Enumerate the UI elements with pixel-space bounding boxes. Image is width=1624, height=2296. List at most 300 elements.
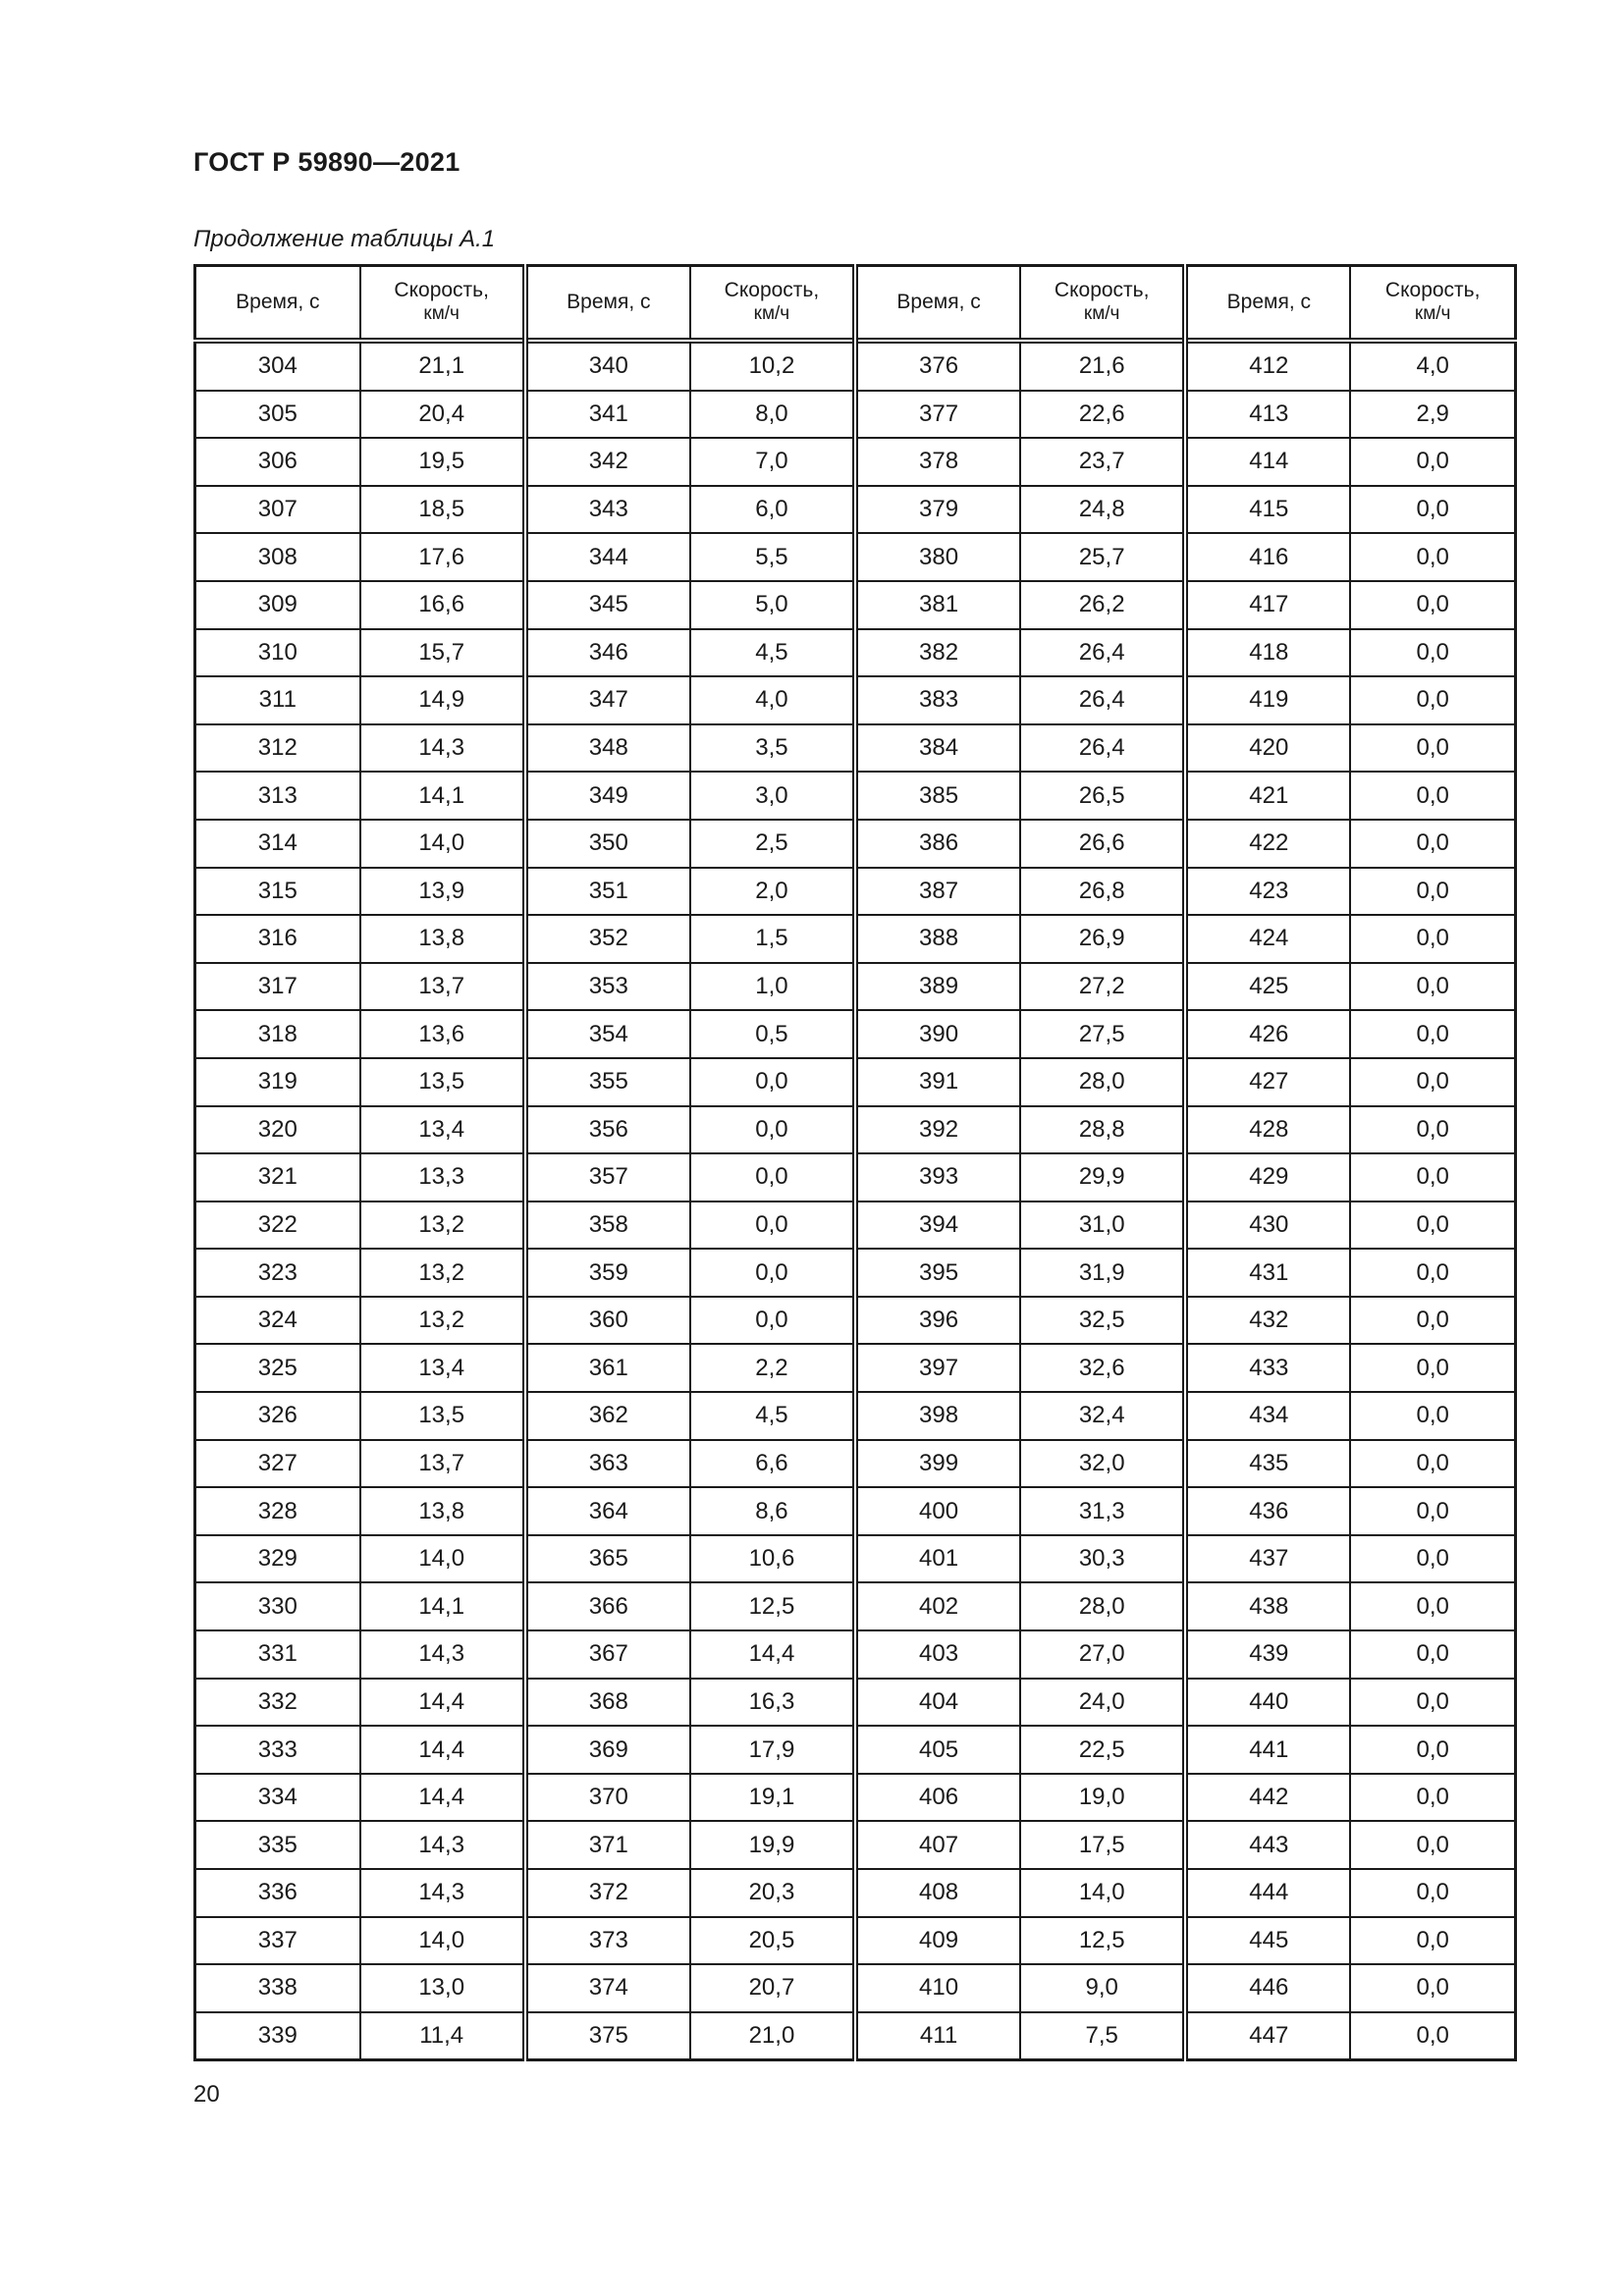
- speed-cell: 17,6: [360, 533, 525, 581]
- time-cell: 377: [855, 391, 1020, 439]
- time-cell: 330: [195, 1582, 360, 1630]
- time-cell: 371: [525, 1821, 690, 1869]
- time-cell: 363: [525, 1440, 690, 1488]
- time-cell: 394: [855, 1201, 1020, 1250]
- speed-cell: 13,8: [360, 1487, 525, 1535]
- speed-cell: 5,0: [690, 581, 855, 629]
- time-cell: 430: [1185, 1201, 1350, 1250]
- table-row: [195, 1201, 1516, 1250]
- time-cell: 392: [855, 1106, 1020, 1154]
- speed-cell: 0,0: [1350, 533, 1515, 581]
- time-cell: 326: [195, 1392, 360, 1440]
- table-row: [195, 1869, 1516, 1917]
- table-row: [195, 1535, 1516, 1583]
- speed-cell: 10,6: [690, 1535, 855, 1583]
- time-cell: 304: [195, 341, 360, 391]
- speed-cell: 4,0: [1350, 341, 1515, 391]
- time-cell: 370: [525, 1774, 690, 1822]
- time-cell: 343: [525, 486, 690, 534]
- speed-cell: 14,1: [360, 1582, 525, 1630]
- time-cell: 358: [525, 1201, 690, 1250]
- time-cell: 372: [525, 1869, 690, 1917]
- speed-cell: 8,6: [690, 1487, 855, 1535]
- time-cell: 325: [195, 1344, 360, 1392]
- time-cell: 361: [525, 1344, 690, 1392]
- speed-cell: 17,9: [690, 1726, 855, 1774]
- speed-cell: 0,0: [1350, 1058, 1515, 1106]
- speed-cell: 0,0: [1350, 1297, 1515, 1345]
- speed-cell: 28,0: [1020, 1582, 1185, 1630]
- speed-cell: 26,8: [1020, 868, 1185, 916]
- time-cell: 445: [1185, 1917, 1350, 1965]
- speed-cell: 14,3: [360, 1630, 525, 1679]
- table-row: [195, 1344, 1516, 1392]
- table-row: [195, 1726, 1516, 1774]
- time-cell: 386: [855, 820, 1020, 868]
- time-cell: 365: [525, 1535, 690, 1583]
- time-cell: 412: [1185, 341, 1350, 391]
- table-row: [195, 1010, 1516, 1058]
- speed-cell: 0,0: [1350, 915, 1515, 963]
- header-speed: [690, 266, 855, 342]
- time-cell: 422: [1185, 820, 1350, 868]
- speed-cell: 32,5: [1020, 1297, 1185, 1345]
- time-cell: 324: [195, 1297, 360, 1345]
- speed-cell: 12,5: [1020, 1917, 1185, 1965]
- time-cell: 312: [195, 724, 360, 773]
- speed-cell: 21,6: [1020, 341, 1185, 391]
- speed-cell: 11,4: [360, 2012, 525, 2060]
- speed-cell: 7,0: [690, 438, 855, 486]
- time-cell: 401: [855, 1535, 1020, 1583]
- speed-cell: 0,0: [1350, 1392, 1515, 1440]
- time-cell: 306: [195, 438, 360, 486]
- time-cell: 320: [195, 1106, 360, 1154]
- speed-cell: 14,1: [360, 772, 525, 820]
- speed-cell: 0,0: [1350, 1344, 1515, 1392]
- time-cell: 410: [855, 1964, 1020, 2012]
- time-cell: 408: [855, 1869, 1020, 1917]
- time-cell: 338: [195, 1964, 360, 2012]
- time-cell: 342: [525, 438, 690, 486]
- time-cell: 337: [195, 1917, 360, 1965]
- time-cell: 328: [195, 1487, 360, 1535]
- speed-cell: 27,5: [1020, 1010, 1185, 1058]
- time-cell: 388: [855, 915, 1020, 963]
- time-cell: 316: [195, 915, 360, 963]
- speed-cell: 13,6: [360, 1010, 525, 1058]
- time-cell: 307: [195, 486, 360, 534]
- time-cell: 393: [855, 1153, 1020, 1201]
- time-cell: 446: [1185, 1964, 1350, 2012]
- time-cell: 315: [195, 868, 360, 916]
- time-cell: 359: [525, 1249, 690, 1297]
- speed-cell: 0,0: [1350, 772, 1515, 820]
- time-cell: 413: [1185, 391, 1350, 439]
- page-number: 20: [193, 2081, 220, 2108]
- table-body: [195, 341, 1516, 2060]
- time-cell: 368: [525, 1679, 690, 1727]
- time-cell: 366: [525, 1582, 690, 1630]
- time-cell: 436: [1185, 1487, 1350, 1535]
- time-cell: 442: [1185, 1774, 1350, 1822]
- header-speed-unit: км/ч: [753, 303, 790, 324]
- speed-cell: 0,0: [1350, 676, 1515, 724]
- speed-cell: 24,0: [1020, 1679, 1185, 1727]
- speed-cell: 0,0: [1350, 1917, 1515, 1965]
- time-cell: 348: [525, 724, 690, 773]
- header-time: Время, с: [855, 266, 1020, 342]
- speed-cell: 0,0: [1350, 581, 1515, 629]
- time-cell: 317: [195, 963, 360, 1011]
- speed-cell: 0,0: [1350, 1774, 1515, 1822]
- speed-cell: 25,7: [1020, 533, 1185, 581]
- speed-cell: 13,3: [360, 1153, 525, 1201]
- header-speed-label: Скорость,: [1054, 279, 1150, 301]
- header-time: Время, с: [525, 266, 690, 342]
- speed-cell: 2,9: [1350, 391, 1515, 439]
- time-cell: 309: [195, 581, 360, 629]
- time-cell: 391: [855, 1058, 1020, 1106]
- time-cell: 379: [855, 486, 1020, 534]
- speed-cell: 3,0: [690, 772, 855, 820]
- time-cell: 426: [1185, 1010, 1350, 1058]
- speed-cell: 0,0: [1350, 1106, 1515, 1154]
- speed-cell: 0,0: [690, 1058, 855, 1106]
- time-cell: 406: [855, 1774, 1020, 1822]
- speed-cell: 6,6: [690, 1440, 855, 1488]
- time-cell: 397: [855, 1344, 1020, 1392]
- speed-cell: 0,0: [1350, 1153, 1515, 1201]
- time-cell: 351: [525, 868, 690, 916]
- time-cell: 340: [525, 341, 690, 391]
- speed-cell: 26,2: [1020, 581, 1185, 629]
- speed-cell: 10,2: [690, 341, 855, 391]
- table-row: [195, 1630, 1516, 1679]
- speed-cell: 4,5: [690, 629, 855, 677]
- speed-cell: 1,5: [690, 915, 855, 963]
- table-row: [195, 1964, 1516, 2012]
- speed-cell: 14,0: [1020, 1869, 1185, 1917]
- time-cell: 350: [525, 820, 690, 868]
- speed-cell: 13,7: [360, 1440, 525, 1488]
- speed-cell: 14,3: [360, 1821, 525, 1869]
- time-cell: 402: [855, 1582, 1020, 1630]
- speed-cell: 0,0: [1350, 963, 1515, 1011]
- table-row: [195, 676, 1516, 724]
- speed-cell: 14,3: [360, 1869, 525, 1917]
- table-row: [195, 772, 1516, 820]
- time-cell: 423: [1185, 868, 1350, 916]
- speed-cell: 16,3: [690, 1679, 855, 1727]
- time-cell: 352: [525, 915, 690, 963]
- speed-cell: 6,0: [690, 486, 855, 534]
- time-cell: 329: [195, 1535, 360, 1583]
- table-row: [195, 868, 1516, 916]
- table-row: [195, 820, 1516, 868]
- time-cell: 335: [195, 1821, 360, 1869]
- time-cell: 314: [195, 820, 360, 868]
- time-cell: 319: [195, 1058, 360, 1106]
- header-speed-label: Скорость,: [394, 279, 489, 301]
- table-header: [195, 266, 1516, 342]
- time-cell: 357: [525, 1153, 690, 1201]
- table-row: [195, 1440, 1516, 1488]
- speed-cell: 15,7: [360, 629, 525, 677]
- speed-cell: 22,5: [1020, 1726, 1185, 1774]
- header-speed: [360, 266, 525, 342]
- speed-cell: 4,5: [690, 1392, 855, 1440]
- table-row: [195, 1297, 1516, 1345]
- speed-cell: 14,3: [360, 724, 525, 773]
- table-row: [195, 1392, 1516, 1440]
- speed-cell: 22,6: [1020, 391, 1185, 439]
- time-cell: 334: [195, 1774, 360, 1822]
- table-row: [195, 438, 1516, 486]
- time-cell: 345: [525, 581, 690, 629]
- speed-cell: 13,5: [360, 1392, 525, 1440]
- time-cell: 411: [855, 2012, 1020, 2060]
- time-cell: 354: [525, 1010, 690, 1058]
- speed-cell: 14,4: [360, 1774, 525, 1822]
- speed-cell: 8,0: [690, 391, 855, 439]
- speed-cell: 14,4: [360, 1679, 525, 1727]
- speed-cell: 28,8: [1020, 1106, 1185, 1154]
- time-cell: 318: [195, 1010, 360, 1058]
- table-row: [195, 1679, 1516, 1727]
- speed-cell: 24,8: [1020, 486, 1185, 534]
- time-cell: 376: [855, 341, 1020, 391]
- time-cell: 418: [1185, 629, 1350, 677]
- speed-cell: 0,0: [1350, 486, 1515, 534]
- speed-cell: 21,0: [690, 2012, 855, 2060]
- speed-cell: 13,0: [360, 1964, 525, 2012]
- speed-cell: 31,9: [1020, 1249, 1185, 1297]
- speed-cell: 14,9: [360, 676, 525, 724]
- time-cell: 336: [195, 1869, 360, 1917]
- speed-cell: 12,5: [690, 1582, 855, 1630]
- header-speed-unit: км/ч: [1083, 303, 1120, 324]
- speed-cell: 19,5: [360, 438, 525, 486]
- time-cell: 333: [195, 1726, 360, 1774]
- speed-cell: 13,4: [360, 1106, 525, 1154]
- table-row: [195, 2012, 1516, 2060]
- time-cell: 443: [1185, 1821, 1350, 1869]
- time-cell: 380: [855, 533, 1020, 581]
- speed-cell: 0,0: [1350, 1440, 1515, 1488]
- time-cell: 432: [1185, 1297, 1350, 1345]
- time-cell: 332: [195, 1679, 360, 1727]
- table-row: [195, 486, 1516, 534]
- table-row: [195, 391, 1516, 439]
- speed-cell: 0,0: [690, 1153, 855, 1201]
- speed-cell: 0,0: [1350, 438, 1515, 486]
- header-row: [195, 266, 1516, 342]
- speed-cell: 16,6: [360, 581, 525, 629]
- speed-cell: 2,0: [690, 868, 855, 916]
- time-cell: 356: [525, 1106, 690, 1154]
- time-cell: 369: [525, 1726, 690, 1774]
- speed-cell: 26,9: [1020, 915, 1185, 963]
- speed-cell: 0,0: [1350, 1582, 1515, 1630]
- table-row: [195, 629, 1516, 677]
- time-cell: 344: [525, 533, 690, 581]
- speed-cell: 14,0: [360, 820, 525, 868]
- time-cell: 313: [195, 772, 360, 820]
- speed-cell: 20,3: [690, 1869, 855, 1917]
- time-cell: 420: [1185, 724, 1350, 773]
- speed-cell: 2,5: [690, 820, 855, 868]
- time-cell: 364: [525, 1487, 690, 1535]
- header-speed: [1350, 266, 1515, 342]
- speed-cell: 27,2: [1020, 963, 1185, 1011]
- speed-cell: 0,0: [1350, 724, 1515, 773]
- speed-cell: 13,4: [360, 1344, 525, 1392]
- time-cell: 383: [855, 676, 1020, 724]
- time-cell: 438: [1185, 1582, 1350, 1630]
- speed-cell: 30,3: [1020, 1535, 1185, 1583]
- speed-cell: 23,7: [1020, 438, 1185, 486]
- time-cell: 427: [1185, 1058, 1350, 1106]
- speed-cell: 20,5: [690, 1917, 855, 1965]
- time-cell: 305: [195, 391, 360, 439]
- speed-cell: 0,0: [1350, 1869, 1515, 1917]
- time-cell: 390: [855, 1010, 1020, 1058]
- time-cell: 375: [525, 2012, 690, 2060]
- speed-cell: 32,4: [1020, 1392, 1185, 1440]
- speed-cell: 0,0: [690, 1297, 855, 1345]
- table-row: [195, 963, 1516, 1011]
- speed-cell: 4,0: [690, 676, 855, 724]
- time-cell: 419: [1185, 676, 1350, 724]
- time-cell: 407: [855, 1821, 1020, 1869]
- time-cell: 373: [525, 1917, 690, 1965]
- time-cell: 435: [1185, 1440, 1350, 1488]
- speed-cell: 14,0: [360, 1917, 525, 1965]
- time-cell: 439: [1185, 1630, 1350, 1679]
- document-code: ГОСТ Р 59890—2021: [193, 147, 460, 177]
- speed-cell: 19,9: [690, 1821, 855, 1869]
- table-row: [195, 724, 1516, 773]
- time-cell: 346: [525, 629, 690, 677]
- table-row: [195, 533, 1516, 581]
- speed-cell: 0,0: [1350, 1535, 1515, 1583]
- time-cell: 355: [525, 1058, 690, 1106]
- speed-cell: 13,9: [360, 868, 525, 916]
- header-speed: [1020, 266, 1185, 342]
- time-cell: 384: [855, 724, 1020, 773]
- speed-cell: 0,0: [690, 1106, 855, 1154]
- time-cell: 327: [195, 1440, 360, 1488]
- time-cell: 447: [1185, 2012, 1350, 2060]
- speed-time-table: [193, 264, 1517, 2061]
- time-cell: 444: [1185, 1869, 1350, 1917]
- speed-cell: 3,5: [690, 724, 855, 773]
- header-speed-label: Скорость,: [1384, 279, 1481, 301]
- time-cell: 311: [195, 676, 360, 724]
- table-row: [195, 1487, 1516, 1535]
- time-cell: 400: [855, 1487, 1020, 1535]
- table-row: [195, 1058, 1516, 1106]
- speed-cell: 26,5: [1020, 772, 1185, 820]
- speed-cell: 0,0: [1350, 1679, 1515, 1727]
- speed-cell: 0,0: [1350, 1630, 1515, 1679]
- speed-cell: 17,5: [1020, 1821, 1185, 1869]
- speed-cell: 0,0: [1350, 1201, 1515, 1250]
- speed-cell: 0,0: [1350, 820, 1515, 868]
- time-cell: 433: [1185, 1344, 1350, 1392]
- speed-cell: 14,0: [360, 1535, 525, 1583]
- speed-cell: 0,0: [1350, 1249, 1515, 1297]
- header-time: Время, с: [195, 266, 360, 342]
- time-cell: 425: [1185, 963, 1350, 1011]
- time-cell: 441: [1185, 1726, 1350, 1774]
- time-cell: 421: [1185, 772, 1350, 820]
- time-cell: 385: [855, 772, 1020, 820]
- table-row: [195, 341, 1516, 391]
- speed-cell: 0,0: [1350, 629, 1515, 677]
- time-cell: 404: [855, 1679, 1020, 1727]
- time-cell: 434: [1185, 1392, 1350, 1440]
- speed-cell: 0,0: [1350, 1487, 1515, 1535]
- speed-cell: 7,5: [1020, 2012, 1185, 2060]
- speed-cell: 5,5: [690, 533, 855, 581]
- time-cell: 349: [525, 772, 690, 820]
- speed-cell: 0,0: [1350, 1726, 1515, 1774]
- time-cell: 360: [525, 1297, 690, 1345]
- speed-cell: 27,0: [1020, 1630, 1185, 1679]
- speed-cell: 13,2: [360, 1297, 525, 1345]
- speed-cell: 0,5: [690, 1010, 855, 1058]
- time-cell: 429: [1185, 1153, 1350, 1201]
- speed-cell: 26,4: [1020, 629, 1185, 677]
- speed-cell: 0,0: [1350, 868, 1515, 916]
- speed-cell: 0,0: [690, 1249, 855, 1297]
- speed-cell: 28,0: [1020, 1058, 1185, 1106]
- speed-cell: 13,2: [360, 1201, 525, 1250]
- speed-cell: 0,0: [1350, 1010, 1515, 1058]
- time-cell: 437: [1185, 1535, 1350, 1583]
- speed-cell: 26,4: [1020, 676, 1185, 724]
- time-cell: 381: [855, 581, 1020, 629]
- header-time: Время, с: [1185, 266, 1350, 342]
- speed-cell: 31,3: [1020, 1487, 1185, 1535]
- time-cell: 341: [525, 391, 690, 439]
- time-cell: 424: [1185, 915, 1350, 963]
- header-speed-unit: км/ч: [1414, 303, 1451, 324]
- speed-cell: 13,5: [360, 1058, 525, 1106]
- time-cell: 431: [1185, 1249, 1350, 1297]
- time-cell: 428: [1185, 1106, 1350, 1154]
- speed-cell: 0,0: [1350, 1964, 1515, 2012]
- time-cell: 440: [1185, 1679, 1350, 1727]
- speed-cell: 32,6: [1020, 1344, 1185, 1392]
- table-row: [195, 1153, 1516, 1201]
- speed-cell: 21,1: [360, 341, 525, 391]
- time-cell: 387: [855, 868, 1020, 916]
- time-cell: 382: [855, 629, 1020, 677]
- header-speed-unit: км/ч: [423, 303, 460, 324]
- speed-cell: 26,4: [1020, 724, 1185, 773]
- time-cell: 362: [525, 1392, 690, 1440]
- time-cell: 395: [855, 1249, 1020, 1297]
- table-row: [195, 581, 1516, 629]
- speed-cell: 26,6: [1020, 820, 1185, 868]
- speed-cell: 0,0: [1350, 2012, 1515, 2060]
- speed-cell: 20,4: [360, 391, 525, 439]
- time-cell: 308: [195, 533, 360, 581]
- table-row: [195, 1774, 1516, 1822]
